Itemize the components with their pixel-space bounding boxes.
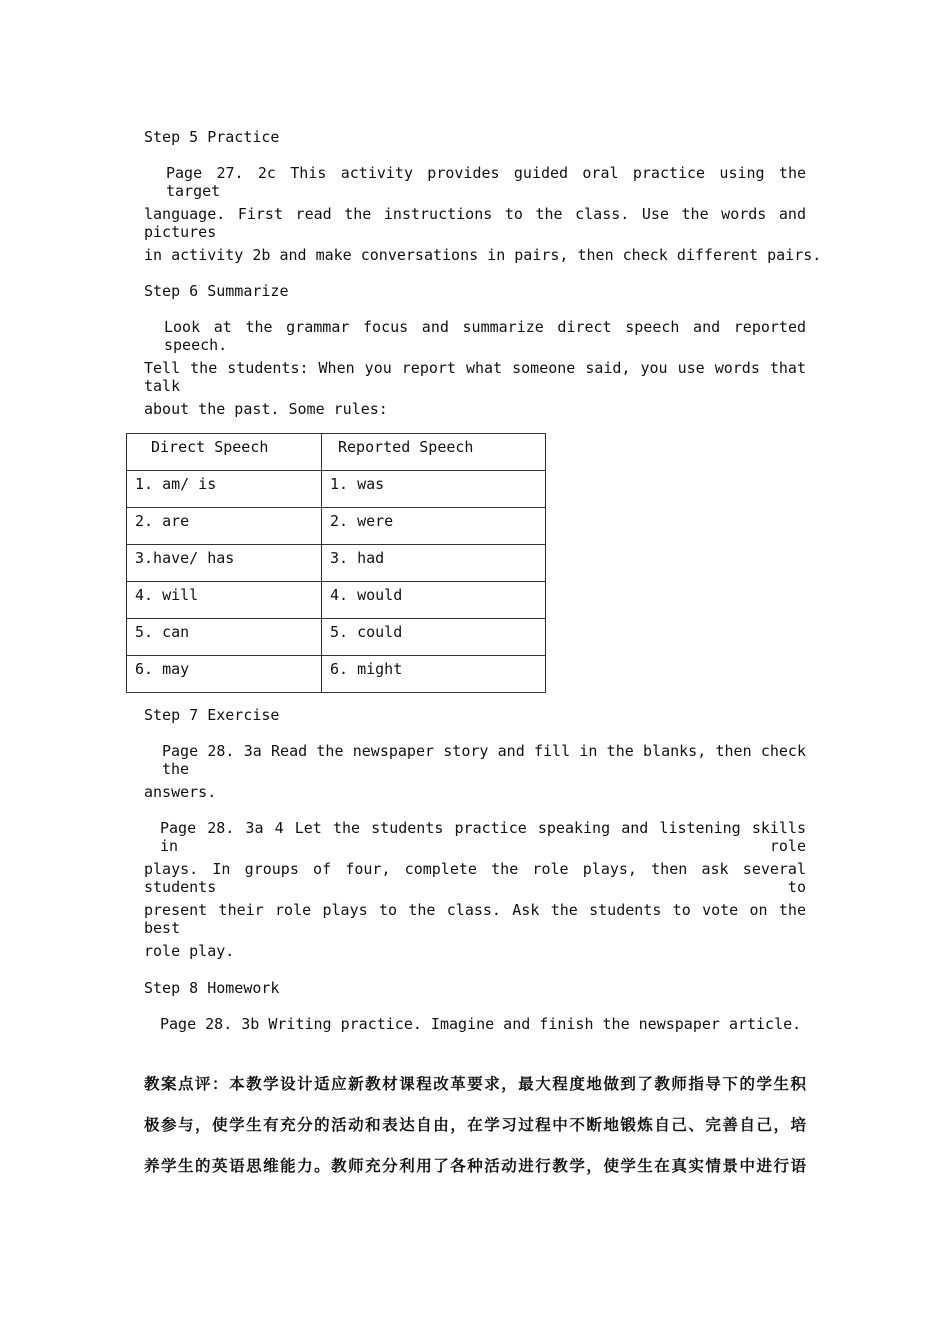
step7-para1-line-2: answers. bbox=[144, 783, 217, 801]
table-row bbox=[127, 619, 546, 656]
commentary-line-1: 教案点评：本教学设计适应新教材课程改革要求，最大程度地做到了教师指导下的学生积 bbox=[144, 1075, 806, 1093]
speech-rules-table bbox=[126, 433, 546, 693]
step5-line-3: in activity 2b and make conversations in pairs, then check different pairs. bbox=[144, 246, 822, 264]
reported-cell: 6. might bbox=[322, 656, 546, 693]
step5-line-2: language. First read the instructions to the class. Use the words and pictures bbox=[144, 205, 806, 241]
direct-cell: 5. can bbox=[127, 619, 322, 656]
step7-para2-line-1: Page 28. 3a 4 Let the students practice speaking and listening skills in role bbox=[160, 819, 806, 855]
step6-line-2: Tell the students: When you report what someone said, you use words that talk bbox=[144, 359, 806, 395]
table-row bbox=[127, 508, 546, 545]
table-row bbox=[127, 471, 546, 508]
step8-line-1: Page 28. 3b Writing practice. Imagine and finish the newspaper article. bbox=[160, 1015, 802, 1033]
header-reported-speech: Reported Speech bbox=[322, 434, 546, 471]
step5-heading: Step 5 Practice bbox=[144, 128, 280, 146]
step7-para2-line-4: role play. bbox=[144, 942, 235, 960]
table-row bbox=[127, 545, 546, 582]
step7-para2-line-2: plays. In groups of four, complete the role plays, then ask several students to bbox=[144, 860, 806, 896]
table-header-row bbox=[127, 434, 546, 471]
step7-heading: Step 7 Exercise bbox=[144, 706, 280, 724]
direct-cell: 2. are bbox=[127, 508, 322, 545]
reported-cell: 4. would bbox=[322, 582, 546, 619]
table-row bbox=[127, 582, 546, 619]
step8-heading: Step 8 Homework bbox=[144, 979, 280, 997]
table-row bbox=[127, 656, 546, 693]
commentary-line-3: 养学生的英语思维能力。教师充分利用了各种活动进行教学，使学生在真实情景中进行语 bbox=[144, 1157, 806, 1175]
step7-para1-line-1: Page 28. 3a Read the newspaper story and fill in the blanks, then check the bbox=[162, 742, 806, 778]
step5-line-1: Page 27. 2c This activity provides guided oral practice using the target bbox=[166, 164, 806, 200]
commentary-line-2: 极参与，使学生有充分的活动和表达自由，在学习过程中不断地锻炼自己、完善自己，培 bbox=[144, 1116, 806, 1134]
direct-cell: 1. am/ is bbox=[127, 471, 322, 508]
step6-line-1: Look at the grammar focus and summarize direct speech and reported speech. bbox=[164, 318, 806, 354]
reported-cell: 5. could bbox=[322, 619, 546, 656]
reported-cell: 1. was bbox=[322, 471, 546, 508]
direct-cell: 4. will bbox=[127, 582, 322, 619]
header-direct-speech: Direct Speech bbox=[127, 434, 322, 471]
direct-cell: 3.have/ has bbox=[127, 545, 322, 582]
direct-cell: 6. may bbox=[127, 656, 322, 693]
step7-para2-line-3: present their role plays to the class. Ask the students to vote on the best bbox=[144, 901, 806, 937]
reported-cell: 3. had bbox=[322, 545, 546, 582]
reported-cell: 2. were bbox=[322, 508, 546, 545]
step6-heading: Step 6 Summarize bbox=[144, 282, 289, 300]
step6-line-3: about the past. Some rules: bbox=[144, 400, 388, 418]
